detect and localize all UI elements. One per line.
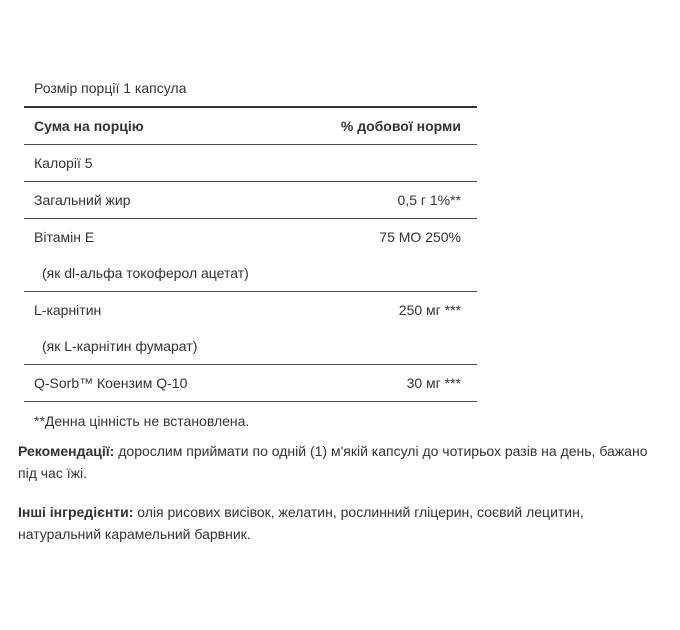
calories: Калорії 5 <box>34 155 93 171</box>
l-carnitine-value: 250 мг *** <box>398 302 461 318</box>
total-fat-row <box>24 182 477 219</box>
coq10-value: 30 мг *** <box>406 375 461 391</box>
ingredients-text: олія рисових висівок, желатин, рослинний гліцерин, соєвий лецитин, натуральний карамельний барвник. <box>18 504 584 542</box>
daily-value-footnote: **Денна цінність не встановлена. <box>34 413 250 429</box>
l-carnitine-row <box>24 292 477 365</box>
recommendations-text: дорослим приймати по одній (1) м'якій капсулі до чотирьох разів на день, бажано під час їжі. <box>18 443 648 481</box>
coq10-name: Q-Sorb™ Коензим Q-10 <box>34 375 188 391</box>
supplement-facts-table <box>24 70 477 440</box>
vitamin-e-source: (як dl-альфа токоферол ацетат) <box>42 265 249 281</box>
serving-size: Розмір порції 1 капсула <box>34 80 187 96</box>
recommendations-paragraph <box>18 440 658 484</box>
table-header-row <box>24 108 477 145</box>
ingredients-paragraph <box>18 501 658 545</box>
vitamin-e-value: 75 МО 250% <box>379 229 461 245</box>
ingredients-label: Інші інгредієнти: <box>18 504 134 520</box>
calories-row <box>24 145 477 182</box>
amount-per-serving-header: Сума на порцію <box>34 118 144 134</box>
coq10-row <box>24 365 477 402</box>
vitamin-e-row <box>24 219 477 292</box>
vitamin-e-name: Вітамін Е <box>34 229 95 245</box>
serving-size-row <box>24 70 477 108</box>
recommendations-label: Рекомендації: <box>18 443 115 459</box>
daily-value-header: % добової норми <box>340 118 461 134</box>
total-fat-value: 0,5 г 1%** <box>397 192 461 208</box>
total-fat-name: Загальний жир <box>34 192 131 208</box>
l-carnitine-source: (як L-карнітин фумарат) <box>42 338 198 354</box>
l-carnitine-name: L-карнітин <box>34 302 102 318</box>
